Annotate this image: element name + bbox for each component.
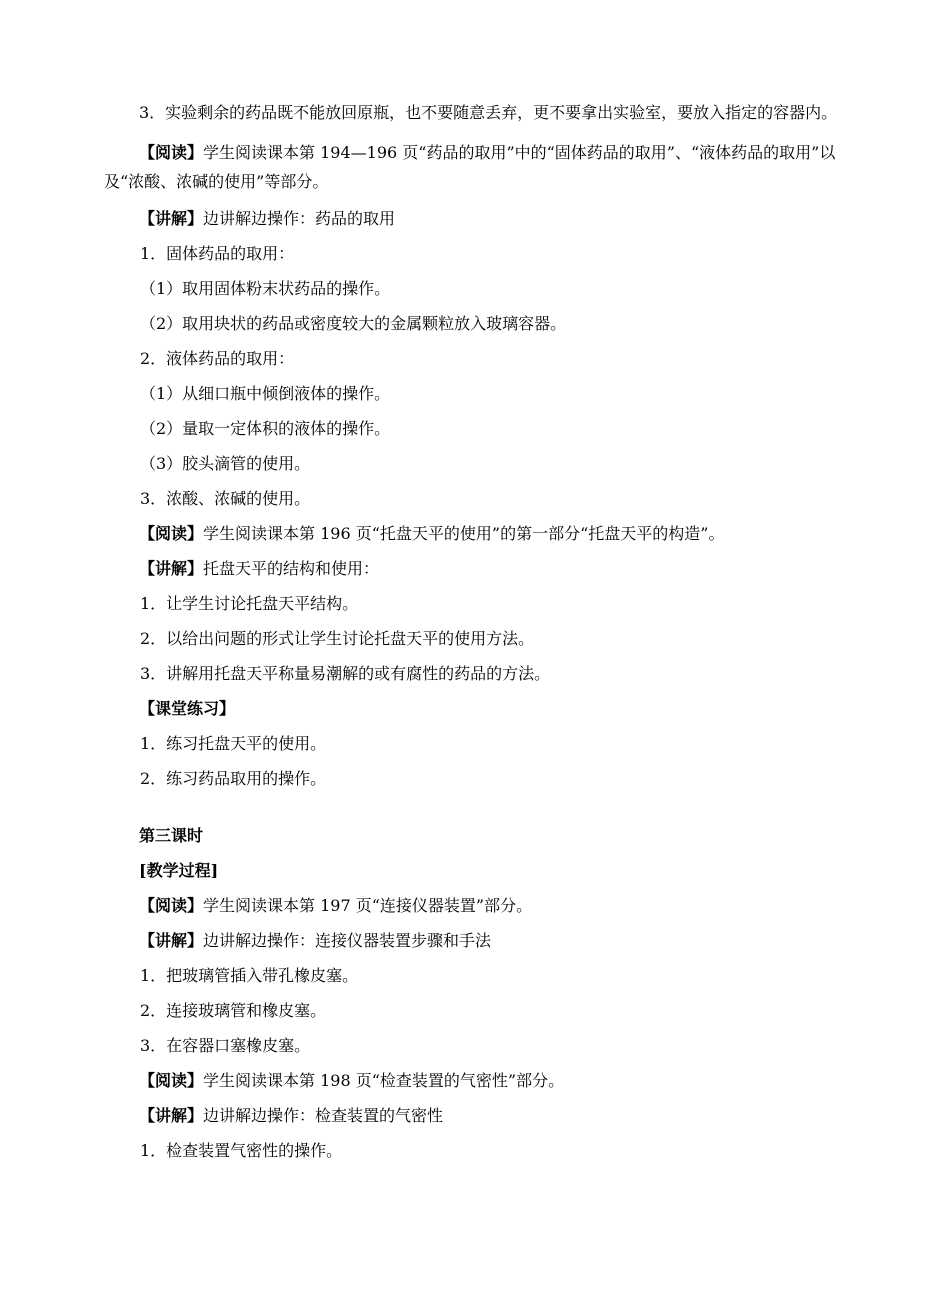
tagged-line bbox=[104, 894, 846, 918]
list-line: 1．检查装置气密性的操作。 bbox=[140, 1141, 343, 1160]
line-text: 学生阅读课本第 198 页“检查装置的气密性”部分。 bbox=[203, 1071, 565, 1090]
section-tag: 【讲解】 bbox=[139, 1106, 204, 1125]
list-line: 2．以给出问题的形式让学生讨论托盘天平的使用方法。 bbox=[140, 629, 535, 648]
section-tag: 【阅读】 bbox=[139, 896, 204, 915]
list-line: 1．固体药品的取用： bbox=[140, 244, 295, 263]
list-line: 2．练习药品取用的操作。 bbox=[140, 769, 327, 788]
list-line: 1．练习托盘天平的使用。 bbox=[140, 734, 327, 753]
heading-line: [教学过程] bbox=[139, 861, 219, 880]
section-gap bbox=[104, 802, 846, 824]
paragraph: 3．实验剩余的药品既不能放回原瓶，也不要随意丢弃，更不要拿出实验室，要放入指定的容器内。 bbox=[139, 103, 838, 122]
tagged-line bbox=[104, 557, 846, 581]
line-text: 边讲解边操作：连接仪器装置步骤和手法 bbox=[203, 931, 492, 950]
line-text: 学生阅读课本第 196 页“托盘天平的使用”的第一部分“托盘天平的构造”。 bbox=[203, 524, 725, 543]
list-line: （2）取用块状的药品或密度较大的金属颗粒放入玻璃容器。 bbox=[140, 314, 567, 333]
list-line: （3）胶头滴管的使用。 bbox=[140, 454, 311, 473]
heading-line: 【课堂练习】 bbox=[139, 699, 236, 718]
list-line: （1）从细口瓶中倾倒液体的操作。 bbox=[140, 384, 391, 403]
list-line: 1．把玻璃管插入带孔橡皮塞。 bbox=[140, 966, 359, 985]
paragraph-text: 学生阅读课本第 194—196 页“药品的取用”中的“固体药品的取用”、“液体药品的取用”以及“浓酸、浓碱的使用”等部分。 bbox=[104, 143, 836, 191]
section-tag: 【讲解】 bbox=[139, 209, 204, 228]
tagged-line bbox=[104, 1069, 846, 1093]
list-line: 3．在容器口塞橡皮塞。 bbox=[140, 1036, 311, 1055]
list-line: 2．连接玻璃管和橡皮塞。 bbox=[140, 1001, 327, 1020]
tagged-paragraph bbox=[104, 138, 846, 196]
list-line: 3．浓酸、浓碱的使用。 bbox=[140, 489, 311, 508]
section-tag: 【讲解】 bbox=[139, 559, 204, 578]
list-line: 1．让学生讨论托盘天平结构。 bbox=[140, 594, 359, 613]
tagged-line bbox=[104, 522, 846, 546]
line-text: 边讲解边操作：药品的取用 bbox=[203, 209, 396, 228]
section-tag: 【阅读】 bbox=[139, 143, 204, 162]
line-text: 边讲解边操作：检查装置的气密性 bbox=[203, 1106, 444, 1125]
section-tag: 【阅读】 bbox=[139, 1071, 204, 1090]
tagged-line bbox=[104, 929, 846, 953]
line-text: 托盘天平的结构和使用： bbox=[203, 559, 380, 578]
section-tag: 【讲解】 bbox=[139, 931, 204, 950]
tagged-line bbox=[104, 207, 846, 231]
list-line: 2．液体药品的取用： bbox=[140, 349, 295, 368]
document-body bbox=[104, 98, 846, 1174]
line-text: 学生阅读课本第 197 页“连接仪器装置”部分。 bbox=[203, 896, 533, 915]
list-line: （1）取用固体粉末状药品的操作。 bbox=[140, 279, 391, 298]
tagged-line bbox=[104, 1104, 846, 1128]
heading-line: 第三课时 bbox=[139, 826, 204, 845]
list-line: （2）量取一定体积的液体的操作。 bbox=[140, 419, 391, 438]
list-line: 3．讲解用托盘天平称量易潮解的或有腐性的药品的方法。 bbox=[140, 664, 551, 683]
section-tag: 【阅读】 bbox=[139, 524, 204, 543]
